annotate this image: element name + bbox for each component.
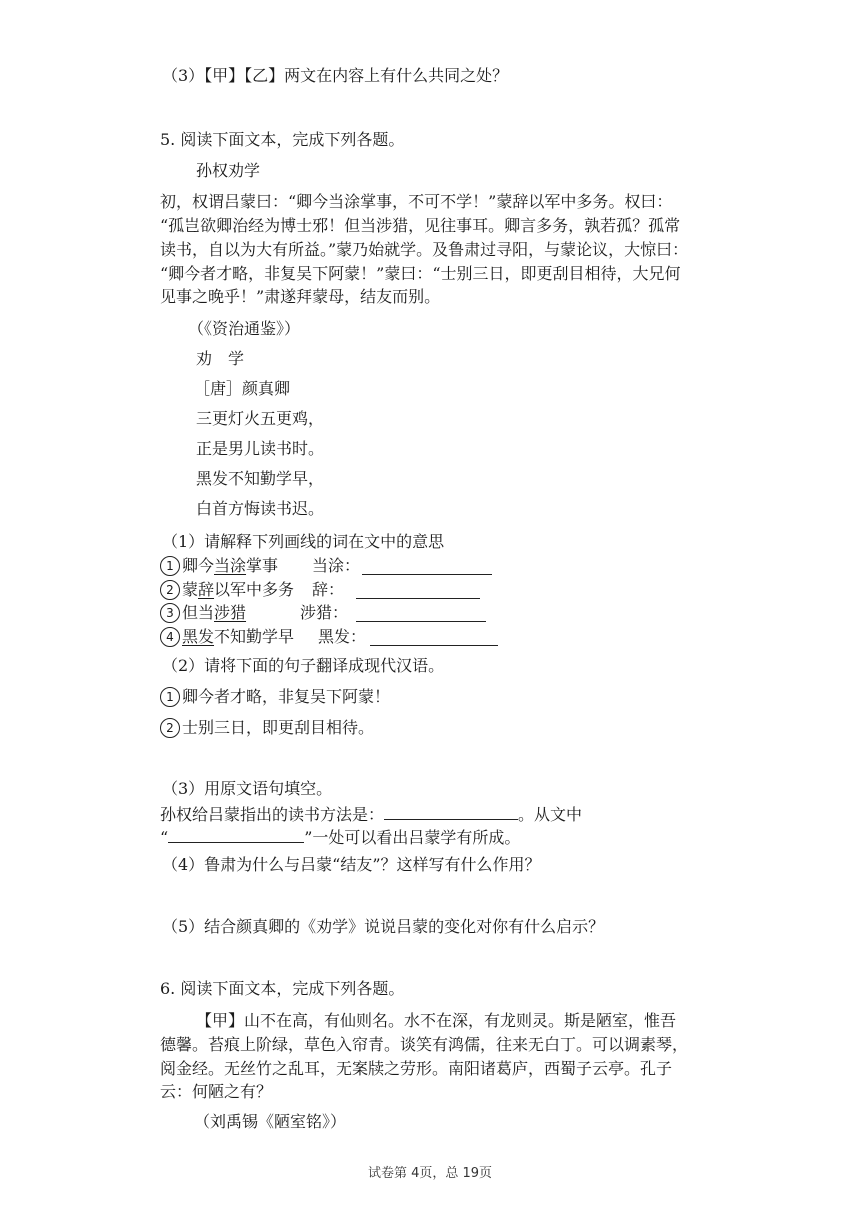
answer-blank[interactable] [362, 556, 492, 575]
translate-item [160, 685, 390, 709]
passage-line: 【甲】山不在高，有仙则名。水不在深，有龙则灵。斯是陋室，惟吾 [196, 1011, 677, 1030]
answer-blank[interactable] [370, 627, 498, 646]
vocab-text: 以军中多务 [214, 580, 295, 599]
vocab-text: 卿今 [182, 556, 215, 575]
fill-text: 。从文中 [518, 805, 583, 824]
passage-title: 孙权劝学 [196, 161, 261, 180]
fill-text: 孙权给吕蒙指出的读书方法是： [160, 805, 385, 824]
question-4-sub3: （3）【甲】【乙】两文在内容上有什么共同之处？ [162, 66, 509, 85]
sub-question-5: （5）结合颜真卿的《劝学》说说吕蒙的变化对你有什么启示？ [162, 917, 605, 936]
translate-text: 卿今者才略，非复吴下阿蒙！ [182, 687, 391, 706]
answer-blank[interactable] [356, 580, 480, 599]
poem-author: ［唐］颜真卿 [194, 379, 291, 398]
passage-line: 德馨。苔痕上阶绿，草色入帘青。谈笑有鸿儒，往来无白丁。可以调素琴， [160, 1035, 689, 1054]
passage-line: 见事之晚乎！”肃遂拜蒙母，结友而别。 [160, 287, 441, 306]
page-footer: 试卷第 4页，总 19页 [367, 1166, 493, 1181]
passage-source: （《资治通鉴》） [188, 319, 301, 338]
passage-line: 阅金经。无丝竹之乱耳，无案牍之劳形。南阳诸葛庐，西蜀子云亭。孔子 [160, 1059, 673, 1078]
vocab-text: 蒙 [182, 580, 199, 599]
translate-item [160, 716, 374, 740]
poem-line: 黑发不知勤学早， [196, 469, 325, 488]
vocab-text: 不知勤学早 [214, 627, 295, 646]
passage-line: 初，权谓吕蒙曰：“卿今当涂掌事，不可不学！”蒙辞以军中多务。权曰： [160, 192, 673, 211]
vocab-label: 涉猎： [300, 603, 349, 622]
circled-number: 4 [160, 627, 180, 647]
fill-text: ”一处可以看出吕蒙学有所成。 [304, 828, 521, 847]
passage-source: （刘禹锡《陋室铭》） [194, 1112, 347, 1131]
passage-line: 云：何陋之有？ [160, 1082, 273, 1101]
fill-text: “ [160, 828, 169, 847]
underlined-word: 黑发 [182, 627, 215, 646]
circled-number: 1 [160, 556, 180, 576]
question-6-heading: 6. 阅读下面文本，完成下列各题。 [160, 979, 405, 998]
vocab-text: 掌事 [246, 556, 279, 575]
underlined-word: 涉猎 [214, 603, 247, 622]
translate-text: 士别三日，即更刮目相待。 [182, 718, 375, 737]
sub-question-2: （2）请将下面的句子翻译成现代汉语。 [162, 656, 445, 675]
poem-title: 劝 学 [196, 349, 245, 368]
answer-blank[interactable] [168, 824, 304, 843]
vocab-label: 当涂： [312, 556, 361, 575]
answer-blank[interactable] [356, 603, 486, 622]
underlined-word: 辞 [198, 580, 215, 599]
answer-blank[interactable] [384, 801, 518, 820]
fill-line-2 [160, 824, 520, 850]
sub-question-4: （4）鲁肃为什么与吕蒙“结友”？这样写有什么作用？ [162, 855, 541, 874]
vocab-label: 黑发： [318, 627, 367, 646]
vocab-item [160, 578, 294, 602]
circled-number: 1 [160, 687, 180, 707]
poem-line: 三更灯火五更鸡， [196, 409, 325, 428]
passage-line: “卿今者才略，非复吴下阿蒙！”蒙曰：“士别三日，即更刮目相待，大兄何 [160, 264, 681, 283]
vocab-item [160, 554, 278, 578]
sub-question-1: （1）请解释下列画线的词在文中的意思 [162, 532, 445, 551]
passage-line: 读书，自以为大有所益。”蒙乃始就学。及鲁肃过寻阳，与蒙论议，大惊曰： [160, 240, 689, 259]
passage-line: “孤岂欲卿治经为博士邪！但当涉猎，见往事耳。卿言多务，孰若孤？孤常 [160, 216, 681, 235]
vocab-label: 辞： [312, 580, 345, 599]
circled-number: 2 [160, 718, 180, 738]
underlined-word: 当涂 [214, 556, 247, 575]
vocab-item [160, 625, 294, 649]
vocab-text: 但当 [182, 603, 215, 622]
poem-line: 白首方悔读书迟。 [196, 499, 325, 518]
vocab-item [160, 601, 246, 625]
sub-question-3: （3）用原文语句填空。 [162, 779, 333, 798]
circled-number: 2 [160, 580, 180, 600]
question-5-heading: 5. 阅读下面文本，完成下列各题。 [160, 130, 405, 149]
circled-number: 3 [160, 603, 180, 623]
poem-line: 正是男儿读书时。 [196, 439, 325, 458]
